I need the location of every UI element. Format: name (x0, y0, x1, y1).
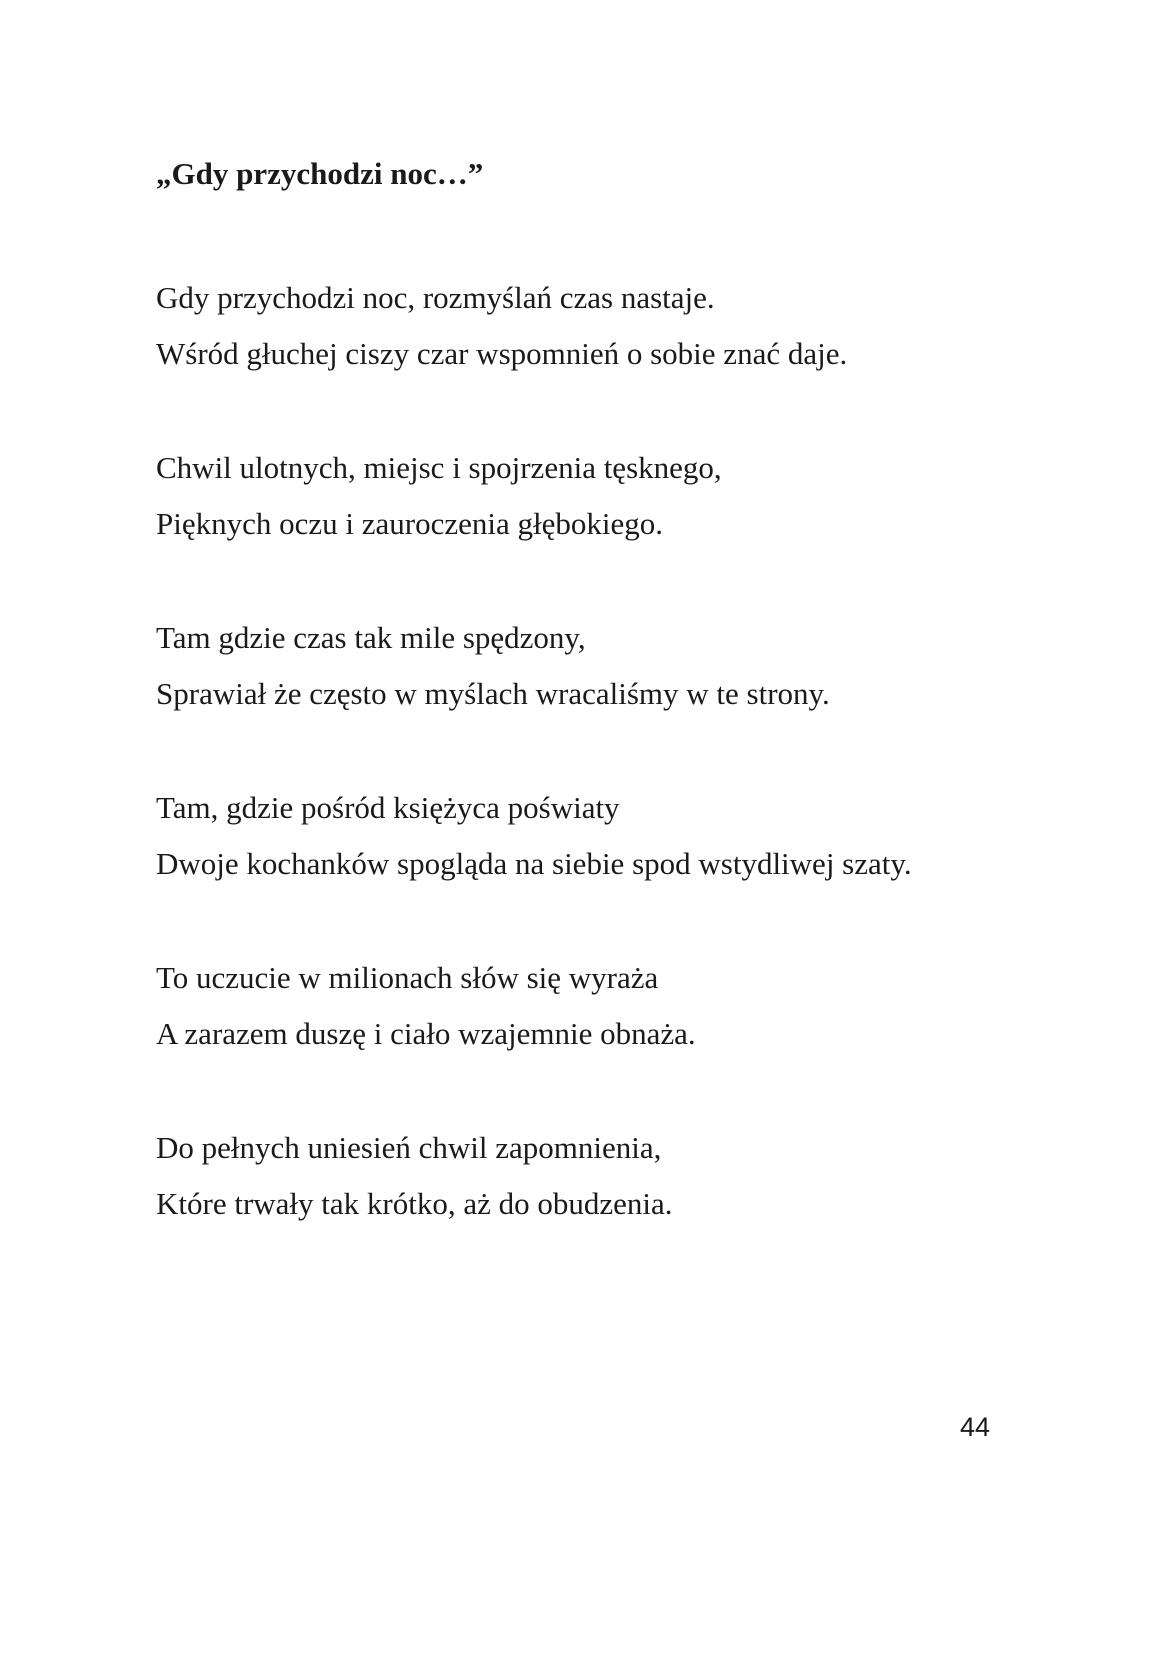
poem-line: Do pełnych uniesień chwil zapomnienia, (156, 1130, 662, 1165)
poem-body (156, 270, 1056, 1290)
stanza-1 (156, 270, 1056, 382)
stanza-6 (156, 1120, 1056, 1232)
poem-line: Chwil ulotnych, miejsc i spojrzenia tęsknego, (156, 450, 722, 485)
page-number: 44 (960, 1412, 991, 1442)
stanza-4 (156, 780, 1056, 892)
poem-line: Tam gdzie czas tak mile spędzony, (156, 620, 586, 655)
poem-line: To uczucie w milionach słów się wyraża (156, 960, 659, 995)
stanza-2 (156, 440, 1056, 552)
poem-line: Tam, gdzie pośród księżyca poświaty (156, 790, 620, 825)
poem-line: Wśród głuchej ciszy czar wspomnień o sobie znać daje. (156, 336, 848, 371)
stanza-5 (156, 950, 1056, 1062)
stanza-3 (156, 610, 1056, 722)
poem-line: A zarazem duszę i ciało wzajemnie obnaża. (156, 1016, 696, 1051)
poem-title: „Gdy przychodzi noc…” (156, 156, 484, 191)
poem-line: Dwoje kochanków spogląda na siebie spod wstydliwej szaty. (156, 846, 912, 881)
poem-line: Pięknych oczu i zauroczenia głębokiego. (156, 506, 663, 541)
poem-line: Sprawiał że często w myślach wracaliśmy w te strony. (156, 676, 830, 711)
poem-line: Gdy przychodzi noc, rozmyślań czas nastaje. (156, 280, 715, 315)
poem-line: Które trwały tak krótko, aż do obudzenia. (156, 1186, 673, 1221)
